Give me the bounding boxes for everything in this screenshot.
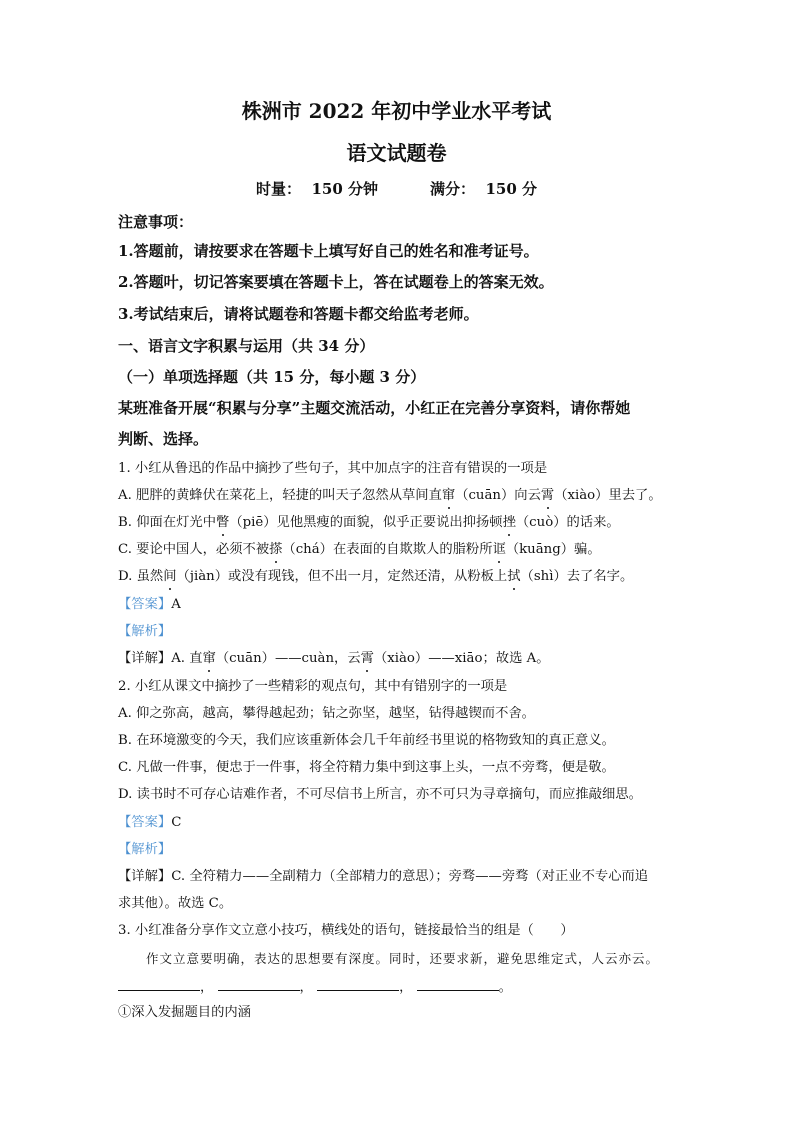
dotted-char: 搽 [269,542,283,557]
analysis-label: 【解析】 [118,842,172,857]
question-option-c: C. 凡做一件事，便忠于一件事，将全符精力集中到这事上头，一点不旁骛，便是敬。 [118,760,615,775]
exam-meta [0,180,793,198]
choice-item: ①深入发掘题目的内涵 [118,1005,251,1020]
option-text: （cuān）向云 [455,488,541,503]
question-stem: 3. 小红准备分享作文立意小技巧，横线处的语句，链接最恰当的组是（ ） [118,923,574,938]
dotted-char: 挫 [502,515,516,530]
exam-title: 株洲市 2022 年初中学业水平考试 [241,99,552,123]
separator: ， [399,980,413,995]
option-text: （xiào）里去了。 [554,488,662,503]
answer-line [118,814,181,832]
option-text: C. 要论中国人，必须不被 [118,542,270,557]
section-heading: 一、语言文字积累与运用（共 34 分） [118,337,375,355]
question-option-d [118,568,633,586]
answer-label: 【答案】 [118,815,172,830]
detail-text: （xiào）——xiāo；故选 A。 [373,651,550,666]
question-option-c [118,541,601,559]
fill-blanks [118,978,512,997]
time-label: 时量： [255,180,301,198]
blank-1 [118,978,200,991]
dotted-char: 霄 [540,488,555,503]
dotted-char: 霄 [360,651,374,666]
answer-value: C [171,815,182,830]
dotted-char: 拭 [507,569,521,584]
question-passage: 作文立意要明确，表达的思想要有深度。同时，还要求新，避免思维定式，人云亦云。 [146,951,660,966]
answer-label: 【答案】 [118,597,172,612]
score-label: 满分： [430,180,476,198]
option-text: A. 肥胖的黄蜂伏在菜花上，轻捷的叫天子忽然从草间直 [118,488,442,503]
detail-label: 【详解】 [118,651,172,666]
option-text: （piē）见他黑瘦的面貌，似乎正要说出抑扬顿 [229,515,503,530]
blank-3 [317,978,399,991]
exam-subtitle: 语文试题卷 [346,141,447,165]
option-text: （jiàn）或没有现钱，但不出一月，定然还清，从粉板上 [176,569,508,584]
time-value: 150 分钟 [311,180,378,198]
detail-line [118,868,648,886]
dotted-char: 窜 [441,488,456,503]
question-option-a [118,487,662,505]
option-text: （kuāng）骗。 [505,542,601,557]
separator: ， [299,980,313,995]
score-value: 150 分 [485,180,538,198]
detail-text: C. 全符精力——全副精力（全部精力的意思）；旁骛——旁骛（对正业不专心而追 [171,869,649,884]
dotted-char: 间 [163,569,177,584]
question-option-b [118,514,620,532]
blank-4 [417,978,499,991]
terminator: 。 [498,980,512,995]
question-option-b: B. 在环境激变的今天，我们应该重新体会几千年前经书里说的格物致知的真正意义。 [118,733,615,748]
separator: ， [200,980,214,995]
notice-item: 2.答题叶，切记答案要填在答题卡上，答在试题卷上的答案无效。 [118,273,554,291]
notice-heading: 注意事项： [118,213,194,231]
option-text: （chá）在表面的自欺欺人的脂粉所 [282,542,493,557]
option-text: B. 仰面在灯光中 [118,515,217,530]
option-text: D. 虽然 [118,569,164,584]
notice-item: 1.答题前，请按要求在答题卡上填写好自己的姓名和准考证号。 [118,242,539,260]
detail-line: 求其他）。故选 C。 [118,896,233,911]
detail-text: A. 直 [171,651,203,666]
answer-line [118,596,181,614]
question-option-a: A. 仰之弥高，越高，攀得越起劲；钻之弥坚，越坚，钻得越锲而不舍。 [118,706,535,721]
detail-label: 【详解】 [118,869,172,884]
dotted-char: 窜 [202,651,216,666]
blank-2 [218,978,300,991]
section-intro: 某班准备开展“积累与分享”主题交流活动，小红正在完善分享资料，请你帮她 [118,399,631,417]
notice-item: 3.考试结束后，请将试题卷和答题卡都交给监考老师。 [118,305,479,323]
option-text: （shì）去了名字。 [520,569,634,584]
dotted-char: 诓 [492,542,506,557]
question-stem: 1. 小红从鲁迅的作品中摘抄了些句子，其中加点字的注音有错误的一项是 [118,461,548,476]
option-text: （cuò）的话来。 [515,515,620,530]
analysis-label: 【解析】 [118,624,172,639]
section-subheading: （一）单项选择题（共 15 分，每小题 3 分） [118,368,426,386]
detail-line [118,650,550,668]
dotted-char: 瞥 [216,515,230,530]
detail-text: （cuān）——cuàn，云 [215,651,361,666]
question-stem: 2. 小红从课文中摘抄了一些精彩的观点句，其中有错别字的一项是 [118,679,508,694]
question-option-d: D. 读书时不可存心诘难作者，不可尽信书上所言，亦不可只为寻章摘句，而应推敲细思。 [118,787,642,802]
section-intro: 判断、选择。 [118,430,209,448]
answer-value: A [171,597,181,612]
